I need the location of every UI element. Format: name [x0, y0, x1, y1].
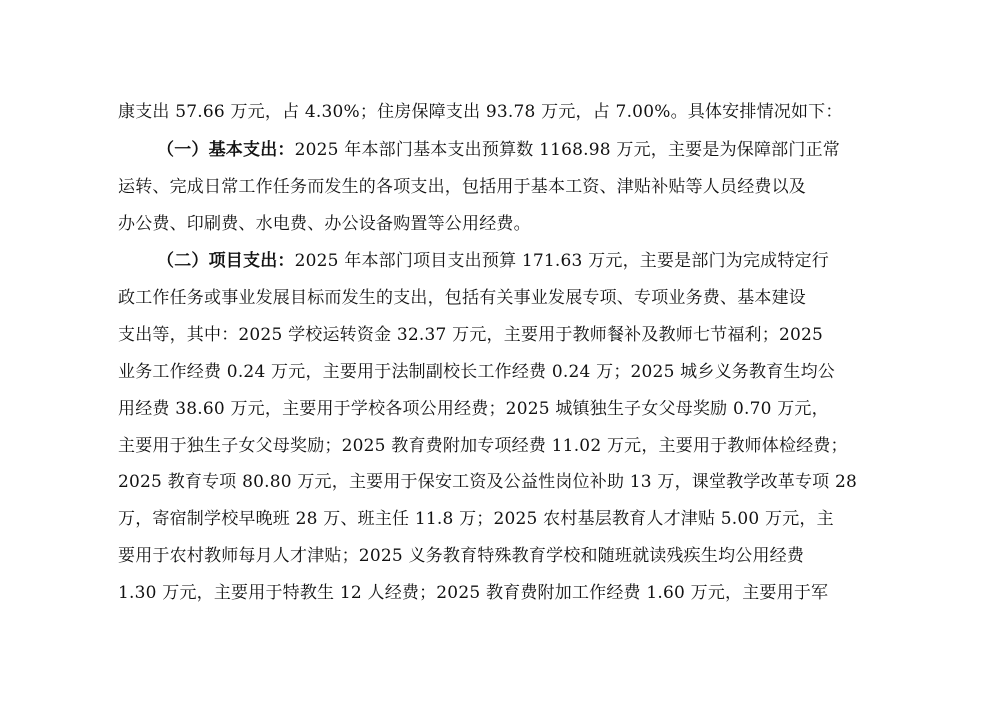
- line-text: 业务工作经费 0.24 万元，主要用于法制副校长工作经费 0.24 万；2025 城乡义务教育生均公: [118, 362, 835, 382]
- line-text: 康支出 57.66 万元，占 4.30%；住房保障支出 93.78 万元，占 7.00%。具体安排情况如下：: [118, 102, 843, 122]
- text-line-5: [157, 246, 888, 276]
- text-line-14: [118, 578, 888, 608]
- section-heading-project-expenditure: （二）项目支出：: [157, 251, 295, 271]
- line-text: 1.30 万元，主要用于特教生 12 人经费；2025 教育费附加工作经费 1.60 万元，主要用于军: [118, 583, 829, 603]
- text-line-2: [157, 135, 888, 165]
- text-line-9: [118, 394, 888, 424]
- section-heading-basic-expenditure: （一）基本支出：: [157, 140, 295, 160]
- line-text: 主要用于独生子女父母奖励；2025 教育费附加专项经费 11.02 万元，主要用于教师体检经费；: [118, 436, 848, 456]
- line-text: 2025 教育专项 80.80 万元，主要用于保安工资及公益性岗位补助 13 万，课堂教学改革专项 28: [118, 472, 858, 492]
- line-text: 用经费 38.60 万元，主要用于学校各项公用经费；2025 城镇独生子女父母奖励 0.70 万元，: [118, 399, 829, 419]
- text-line-3: [118, 172, 888, 202]
- line-text: 2025 年本部门基本支出预算数 1168.98 万元，主要是为保障部门正常: [294, 140, 840, 160]
- text-line-7: [118, 320, 888, 350]
- text-line-11: [118, 467, 888, 497]
- line-text: 运转、完成日常工作任务而发生的各项支出，包括用于基本工资、津贴补贴等人员经费以及: [118, 177, 806, 197]
- line-text: 办公费、印刷费、水电费、办公设备购置等公用经费。: [118, 214, 531, 234]
- line-text: 2025 年本部门项目支出预算 171.63 万元，主要是部门为完成特定行: [294, 251, 829, 271]
- text-line-1: [118, 97, 888, 127]
- text-line-10: [118, 431, 888, 461]
- line-text: 要用于农村教师每月人才津贴；2025 义务教育特殊教育学校和随班就读残疾生均公用经费: [118, 546, 805, 566]
- text-line-13: [118, 541, 888, 571]
- line-text: 政工作任务或事业发展目标而发生的支出，包括有关事业发展专项、专项业务费、基本建设: [118, 288, 806, 308]
- text-line-6: [118, 283, 888, 313]
- text-line-12: [118, 504, 888, 534]
- line-text: 万，寄宿制学校早晚班 28 万、班主任 11.8 万；2025 农村基层教育人才津贴 5.00 万元，主: [118, 509, 834, 529]
- text-line-4: [118, 209, 888, 239]
- line-text: 支出等，其中：2025 学校运转资金 32.37 万元，主要用于教师餐补及教师七节福利；2025: [118, 325, 824, 345]
- text-line-8: [118, 357, 888, 387]
